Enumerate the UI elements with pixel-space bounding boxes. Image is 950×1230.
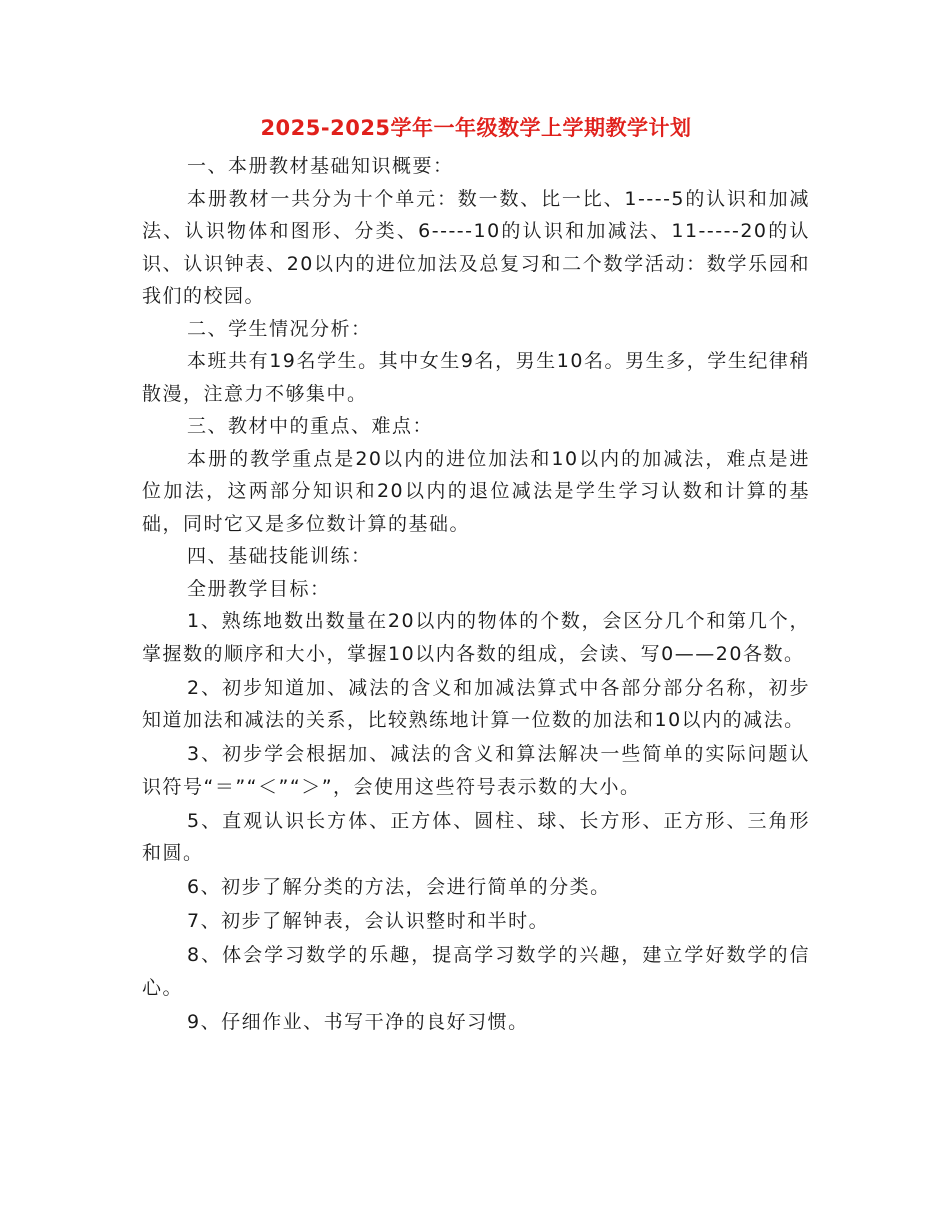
goal-item-8: 8、体会学习数学的乐趣，提高学习数学的兴趣，建立学好数学的信心。 [142, 944, 810, 999]
goal-item-7: 7、初步了解钟表，会认识整时和半时。 [187, 910, 550, 932]
section-3-body: 本册的教学重点是20以内的进位加法和10以内的加减法，难点是进位加法，这两部分知识和20以内的退位减法是学生学习认数和计算的基础，同时它又是多位数计算的基础。 [142, 447, 810, 535]
section-4-subheading: 全册教学目标： [187, 577, 331, 600]
section-3-heading: 三、教材中的重点、难点： [187, 415, 434, 437]
section-1-body: 本册教材一共分为十个单元：数一数、比一比、1----5的认识和加减法、认识物体和图形、分类、6-----10的认识和加减法、11-----20的认识、认识钟表、20以内的进位加法及总复习和二个数学活动：数学乐园和我们的校园。 [142, 187, 810, 307]
goal-item-2: 2、初步知道加、减法的含义和加减法算式中各部分部分名称，初步知道加法和减法的关系，比较熟练地计算一位数的加法和10以内的减法。 [142, 676, 810, 731]
section-2-body: 本班共有19名学生。其中女生9名，男生10名。男生多，学生纪律稍散漫，注意力不够集中。 [142, 350, 810, 405]
section-2-heading: 二、学生情况分析： [187, 317, 372, 340]
document-page [142, 108, 810, 1040]
document-title: 2025-2025学年一年级数学上学期教学计划 [260, 116, 692, 140]
goal-item-6: 6、初步了解分类的方法，会进行简单的分类。 [187, 876, 611, 898]
goal-item-1: 1、熟练地数出数量在20以内的物体的个数，会区分几个和第几个，掌握数的顺序和大小，掌握10以内各数的组成，会读、写0——20各数。 [142, 610, 810, 665]
section-4-heading: 四、基础技能训练： [187, 545, 372, 567]
section-1-heading: 一、本册教材基础知识概要： [187, 155, 454, 177]
goal-item-3: 3、初步学会根据加、减法的含义和算法解决一些简单的实际问题认识符号“＝”“＜”“＞”，会使用这些符号表示数的大小。 [142, 743, 810, 798]
goal-item-5: 5、直观认识长方体、正方体、圆柱、球、长方形、正方形、三角形和圆。 [142, 809, 810, 864]
goal-item-9: 9、仔细作业、书写干净的良好习惯。 [187, 1010, 529, 1033]
